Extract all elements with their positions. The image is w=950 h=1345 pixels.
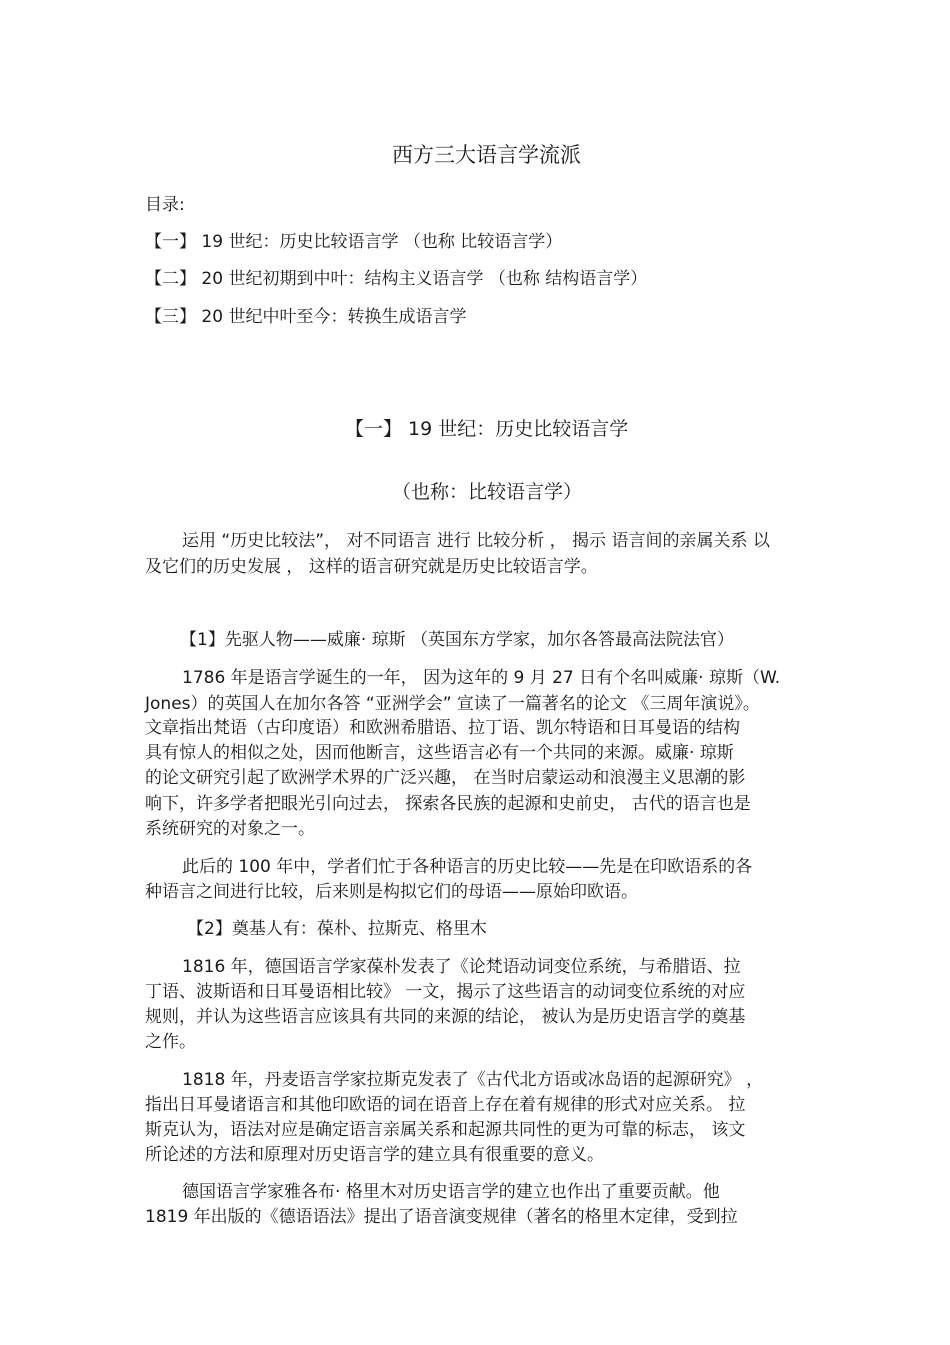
paragraph-line: 种语言之间进行比较，后来则是构拟它们的母语——原始印欧语。 <box>145 882 638 902</box>
toc-item-2: 【二】 20 世纪初期到中叶：结构主义语言学 （也称 结构语言学） <box>145 269 648 289</box>
subsection-heading-2: 【2】奠基人有：葆朴、拉斯克、格里木 <box>187 919 487 939</box>
paragraph-line: 斯克认为，语法对应是确定语言亲属关系和起源共同性的更为可靠的标志， 该文 <box>145 1120 746 1140</box>
intro-line: 运用 “历史比较法”， 对不同语言 进行 比较分析 ， 揭示 语言间的亲属关系 以 <box>182 531 770 551</box>
paragraph-line: 文章指出梵语（古印度语）和欧洲希腊语、拉丁语、凯尔特语和日耳曼语的结构 <box>145 718 740 738</box>
paragraph-line: 的论文研究引起了欧洲学术界的广泛兴趣， 在当时启蒙运动和浪漫主义思潮的影 <box>145 768 746 788</box>
toc-item-3: 【三】 20 世纪中叶至今：转换生成语言学 <box>145 307 467 327</box>
toc-item-1: 【一】 19 世纪：历史比较语言学 （也称 比较语言学） <box>145 232 563 252</box>
paragraph-line: 响下，许多学者把眼光引向过去， 探索各民族的起源和史前史， 古代的语言也是 <box>145 794 751 814</box>
paragraph-line: 具有惊人的相似之处，因而他断言，这些语言必有一个共同的来源。威廉· 琼斯 <box>145 743 734 763</box>
paragraph-line: Jones）的英国人在加尔各答 “亚洲学会” 宣读了一篇著名的论文 《三周年演说》。 <box>145 694 760 714</box>
paragraph-line: 德国语言学家雅各布· 格里木对历史语言学的建立也作出了重要贡献。他 <box>182 1182 720 1202</box>
paragraph-line: 之作。 <box>145 1032 196 1052</box>
section-subheading: （也称：比较语言学） <box>392 481 583 503</box>
document-title: 西方三大语言学流派 <box>392 143 581 167</box>
section-heading: 【一】 19 世纪：历史比较语言学 <box>345 418 629 440</box>
paragraph-line: 1819 年出版的《德语语法》提出了语音演变规律（著名的格里木定律，受到拉 <box>145 1207 738 1227</box>
paragraph-line: 1786 年是语言学诞生的一年， 因为这年的 9 月 27 日有个名叫威廉· 琼斯（W. <box>182 668 781 688</box>
paragraph-line: 此后的 100 年中，学者们忙于各种语言的历史比较——先是在印欧语系的各 <box>182 857 753 877</box>
paragraph-line: 丁语、波斯语和日耳曼语相比较》 一文，揭示了这些语言的动词变位系统的对应 <box>145 982 746 1002</box>
paragraph-line: 指出日耳曼诸语言和其他印欧语的词在语音上存在着有规律的形式对应关系。 拉 <box>145 1095 746 1115</box>
paragraph-line: 1816 年，德国语言学家葆朴发表了《论梵语动词变位系统，与希腊语、拉 <box>182 957 741 977</box>
subsection-heading-1: 【1】先驱人物——威廉· 琼斯 （英国东方学家，加尔各答最高法院法官） <box>180 630 735 650</box>
paragraph-line: 系统研究的对象之一。 <box>145 819 315 839</box>
paragraph-line: 所论述的方法和原理对历史语言学的建立具有很重要的意义。 <box>145 1145 604 1165</box>
paragraph-line: 规则，并认为这些语言应该具有共同的来源的结论， 被认为是历史语言学的奠基 <box>145 1007 746 1027</box>
toc-label: 目录: <box>145 195 185 215</box>
intro-line: 及它们的历史发展 ， 这样的语言研究就是历史比较语言学。 <box>145 557 598 577</box>
paragraph-line: 1818 年，丹麦语言学家拉斯克发表了《古代北方语或冰岛语的起源研究》 ， <box>182 1070 764 1090</box>
